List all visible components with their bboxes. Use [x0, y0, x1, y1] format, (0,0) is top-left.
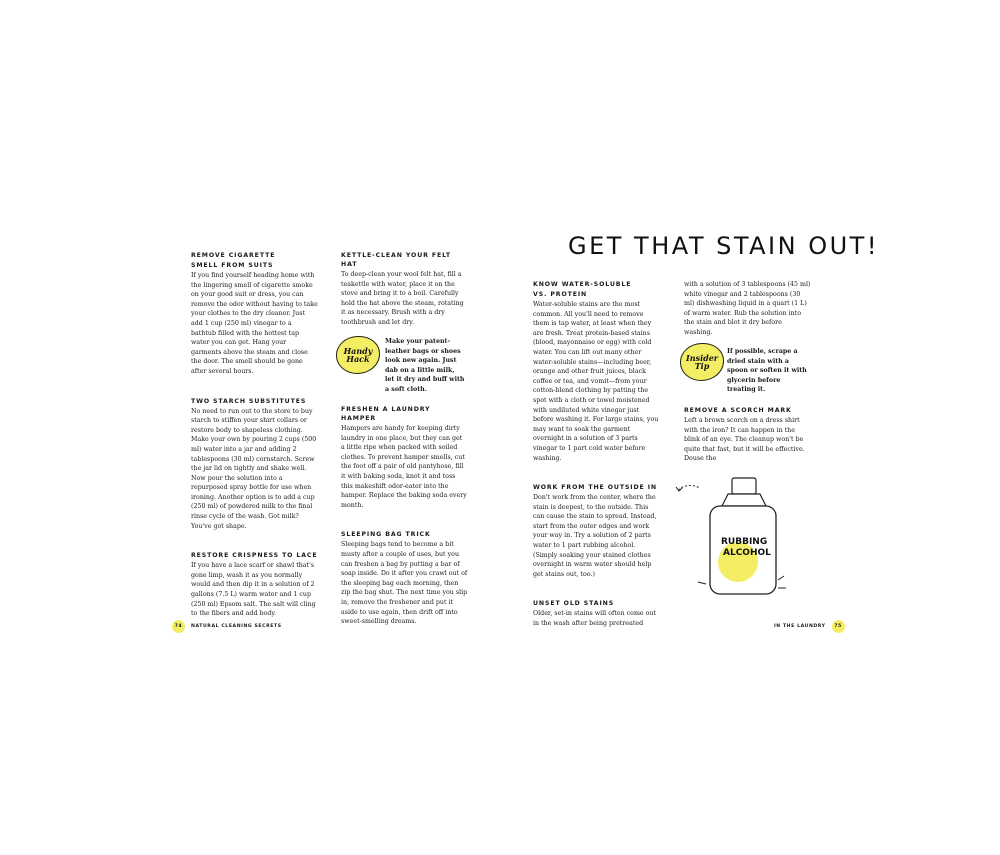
left-column-1 [191, 251, 318, 639]
section-heading: TWO STARCH SUBSTITUTES [191, 397, 307, 405]
right-column-1 [533, 280, 661, 649]
section-cigarette-smell [191, 251, 318, 377]
section-heading: REMOVE A SCORCH MARK [684, 407, 792, 414]
section-water-soluble [533, 280, 661, 463]
bottle-neck [722, 494, 766, 506]
section-old-stains [533, 599, 661, 628]
section-heading: REMOVE CIGARETTE [191, 252, 276, 259]
footer-left [172, 619, 282, 633]
section-body: Sleeping bags tend to become a bit musty after a couple of uses, but you can freshen a bag by putting a bar of soap inside. Do it after you crawl out of the sleeping bag each morning, then zip the bag shut. The next time you slip in, remove the freshener and put it aside to use again, then drift off into sweet-smelling dreams. [341, 541, 468, 626]
section-heading: KETTLE-CLEAN YOUR FELT HAT [341, 252, 452, 268]
insider-tip-text: If possible, scrape a dried stain with a spoon or soften it with glycerin before treating it. [727, 348, 807, 394]
section-body-continued: with a solution of 3 tablespoons (45 ml) white vinegar and 2 tablespoons (30 ml) dishwashing liquid in a quart (1 L) of warm water. Rub the solution into the stain and blot it dry before washing. [684, 281, 811, 336]
section-body: Older, set-in stains will often come out in the wash after being pretreated [533, 610, 657, 628]
page-number-left: 74 [172, 620, 185, 633]
section-lace [191, 551, 318, 619]
section-body: Left a brown scorch on a dress shirt with the iron? It can happen in the blink of an eye. The cleanup won't be quite that fast, but it will be effective. Douse the [684, 417, 805, 463]
section-heading: SMELL FROM SUITS [191, 262, 274, 269]
section-heading: SLEEPING BAG TRICK [341, 531, 431, 539]
footer-right [774, 619, 845, 633]
section-body: Hampers are handy for keeping dirty laundry in one place, but they can get a little ripe when packed with soiled clothes. To prevent hamper smells, cut the foot off a pair of old pantyhose, fill it with baking soda, knot it and toss this makeshift odor-eater into the hamper. Replace the baking soda every month. [341, 425, 467, 509]
section-sleeping-bag [341, 530, 468, 626]
insider-tip-badge: Insider Tip [680, 343, 724, 381]
bottle-cap [732, 478, 756, 494]
right-column-2 [684, 280, 812, 338]
section-starch [191, 397, 318, 532]
bottle-label-line1: RUBBING [721, 537, 768, 547]
section-body: Don't work from the center, where the stain is deepest, to the outside. This can cause the stain to spread. Instead, start from the outer edges and work your way in. Try a solution of 2 parts water to 1 part rubbing alcohol. (Simply soaking your stained clothes overnight in warm water should help get stains out, too.) [533, 494, 657, 578]
section-heading: VS. PROTEIN [533, 291, 588, 298]
section-scorch [684, 406, 812, 464]
footer-left-text: NATURAL CLEANING SECRETS [191, 623, 282, 629]
section-body: To deep-clean your wool felt hat, fill a teakettle with water, place it on the stove and bring it to a boil. Carefully hold the hat above the steam, rotating it as necessary. Brush with a dry toothbrush and let dry. [341, 271, 464, 326]
right-column-2-lower [684, 406, 812, 464]
section-body: If you have a lace scarf or shawl that's gone limp, wash it as you normally would and then dip it in a solution of 2 gallons (7.5 L) warm water and 1 cup (250 ml) Epsom salt. The salt will cling to the fibers and add body. [191, 562, 316, 618]
section-body: Water-soluble stains are the most common. All you'll need to remove them is tap water, at least when they are fresh. Treat protein-based stains (blood, mayonnaise or egg) with cold water. You can lift out many other water-soluble stains—including beer, orange and other fruit juices, black coffee or tea, and vomit—from your cotton-blend clothing by patting the spot with a cloth or towel moistened with undiluted white vinegar just before washing it. For large stains, you may want to soak the garment overnight in a solution of 3 parts vinegar to 1 part cold water before washing. [533, 301, 659, 462]
footer-right-text: IN THE LAUNDRY [774, 623, 826, 629]
left-column-2 [341, 251, 468, 328]
section-heading: RESTORE CRISPNESS TO LACE [191, 552, 318, 560]
section-heading: KNOW WATER-SOLUBLE [533, 281, 632, 288]
left-column-2-lower [341, 405, 468, 647]
page-title: GET THAT STAIN OUT! [568, 232, 879, 260]
handy-hack-badge: Handy Hack [336, 336, 380, 374]
section-heading: UNSET OLD STAINS [533, 600, 615, 608]
section-felt-hat [341, 251, 468, 328]
section-heading: WORK FROM THE OUTSIDE IN [533, 484, 658, 492]
section-body: If you find yourself heading home with the lingering smell of cigarette smoke on your good suit or dress, you can remove the odor without having to take your clothes to the dry cleaner. Just add 1 cup (250 ml) vinegar to a bathtub filled with the hottest tap water you can get. Hang your garments above the steam and close the door. The smell should be gone after several hours. [191, 272, 318, 375]
handy-hack-text: Make your patent-leather bags or shoes look new again. Just dab on a little milk, let it dry and buff with a soft cloth. [385, 338, 465, 393]
section-body: No need to run out to the store to buy starch to stiffen your shirt collars or restore body to shapeless clothing. Make your own by pouring 2 cups (500 ml) water into a jar and adding 2 tablespoons (30 ml) cornstarch. Screw the jar lid on tightly and shake well. Now pour the solution into a repurposed spray bottle for use when ironing. Another option is to add a cup (250 ml) of powdered milk to the final rinse cycle of the wash. Got milk? You've got shape. [191, 407, 317, 530]
page-number-right: 75 [832, 620, 845, 633]
section-hamper [341, 405, 468, 510]
bottle-label-line2: ALCOHOL [723, 548, 771, 558]
section-outside-in [533, 483, 661, 579]
rubbing-alcohol-bottle-illustration [670, 472, 800, 602]
section-heading: FRESHEN A LAUNDRY HAMPER [341, 406, 431, 422]
